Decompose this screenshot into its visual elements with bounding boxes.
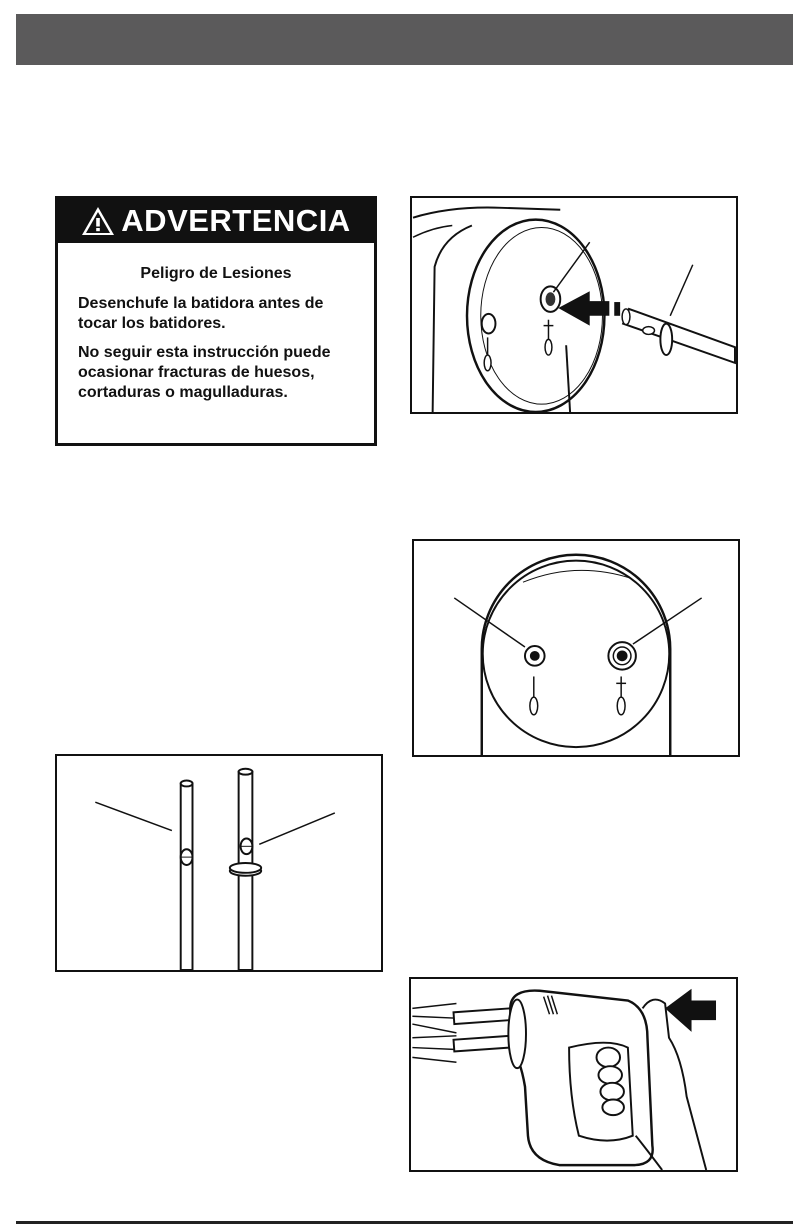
bottom-rule [16,1221,793,1224]
warning-box [55,196,377,446]
header-bar [16,14,793,65]
beater-sockets-illustration [412,539,740,757]
beater-eject-illustration [409,977,738,1172]
warning-body [58,243,374,403]
warning-title: ADVERTENCIA [121,203,351,238]
beaters-illustration [55,754,383,972]
warning-subtitle: Peligro de Lesiones [140,265,292,282]
warning-consequence: No seguir esta instrucción puede ocasionar fracturas de huesos, cortaduras o magulladuras. [78,344,331,401]
warning-header [58,199,374,243]
warning-triangle-icon [81,206,115,236]
beater-insert-illustration [410,196,738,414]
warning-instruction: Desenchufe la batidora antes de tocar los batidores. [78,295,324,332]
push-arrow-icon [665,989,716,1032]
